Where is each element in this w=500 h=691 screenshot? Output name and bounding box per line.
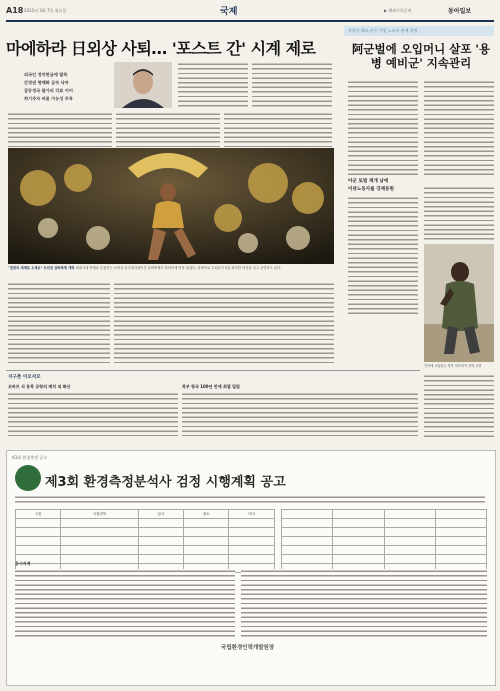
photo-caption-body: 세계 3대 축제로 손꼽히는 브라질 리우데자네이루 삼바축제가 화려하게 막을 올렸다. 삼바학교 무희들이 5일 화려한 의상을 입고 공연하고 있다. [75, 266, 282, 270]
side-subhead-2: 이큐노동자를 강제동원 [348, 187, 394, 192]
photo-caption-title: "열정의 세계로 오세요" 브라질 삼바축제 개막 [8, 266, 75, 270]
subhead-2: 간정권 형해화 급속 낙마 [24, 80, 69, 85]
ad-notes-left [15, 569, 235, 639]
side-photo [424, 244, 494, 362]
ad-info-table [281, 509, 487, 573]
bottom-box-text-2 [182, 392, 418, 436]
person-image [424, 244, 494, 362]
ad-title: 제3회 환경측정분석사 검정 시행계획 공고 [45, 475, 286, 490]
bottom-box-text-1 [8, 392, 178, 436]
ad-table-header: 구분 [16, 510, 61, 519]
ad-intro [15, 495, 485, 505]
subhead-1: 외국인 정치헌금에 발목 [24, 72, 68, 77]
main-article-lower [114, 282, 334, 366]
page-number: A18 [6, 6, 24, 15]
ad-organization: 국립환경인력개발원장 [221, 645, 275, 651]
ad-notes-right [241, 569, 487, 639]
newspaper-logo: 동아일보 [448, 8, 472, 15]
bottom-box-item-1: 코바브 식 동북 공항의 배치 외 화산 [8, 384, 71, 389]
main-headline: 마에하라 日외상 사퇴… '포스트 간' 시계 제로 [6, 39, 316, 58]
issue-date: 2011년 3월 7일 월요일 [24, 8, 67, 13]
ad-schedule-table [15, 509, 275, 573]
advertisement [6, 450, 496, 686]
side-article-column-3 [348, 196, 418, 316]
side-article-column-4 [424, 186, 494, 240]
side-article-column-1 [348, 80, 418, 176]
side-article-column-2 [424, 80, 494, 176]
box-rule [6, 370, 420, 371]
subhead-4: 차기주자 바꿀 가능성 주목 [24, 96, 73, 101]
portrait-image [114, 62, 172, 108]
ad-table-header: 장소 [183, 510, 228, 519]
subscription-note: ▶ 해외구독문의 [384, 8, 412, 13]
bottom-box-item-2: 북부 항국 100년 만에 최열 밀림 [182, 384, 240, 389]
carnival-image [8, 148, 334, 264]
ad-table-header: 비고 [229, 510, 275, 519]
portrait-photo [114, 62, 172, 108]
carnival-photo [8, 148, 334, 264]
photo-caption [8, 266, 328, 270]
main-article-lower-left [8, 282, 110, 366]
ad-note-heading: 응시자격 [15, 561, 31, 566]
main-article-column-4-top [252, 62, 332, 108]
ad-small-label: 제3회 환경축정 공고 [11, 455, 47, 460]
subhead-3: 갈등정국 불가피 각료 이어 [24, 88, 73, 93]
ad-logo-icon [15, 465, 41, 491]
side-headline: 阿군벌에 오입머니 살포 '용병 예비군' 지속관리 [351, 42, 491, 70]
ad-table-header: 일시 [138, 510, 183, 519]
side-photo-caption: 기아에 시달리는 북부 아프리카 지역 주민 [424, 364, 482, 368]
ad-table-header: 시험과목 [61, 510, 138, 519]
header-rule [6, 20, 494, 22]
side-subhead-1: 아군 토벌 재개 남에 [348, 179, 389, 184]
side-banner: 작업자 해고·운동 기업 노조의 관계 설명 [344, 26, 494, 36]
side-article-end [424, 374, 494, 440]
main-article-column-3-top [178, 62, 248, 108]
section-title: 국제 [220, 7, 238, 17]
bottom-box-title: 지구촌 이모저모 [8, 375, 41, 380]
